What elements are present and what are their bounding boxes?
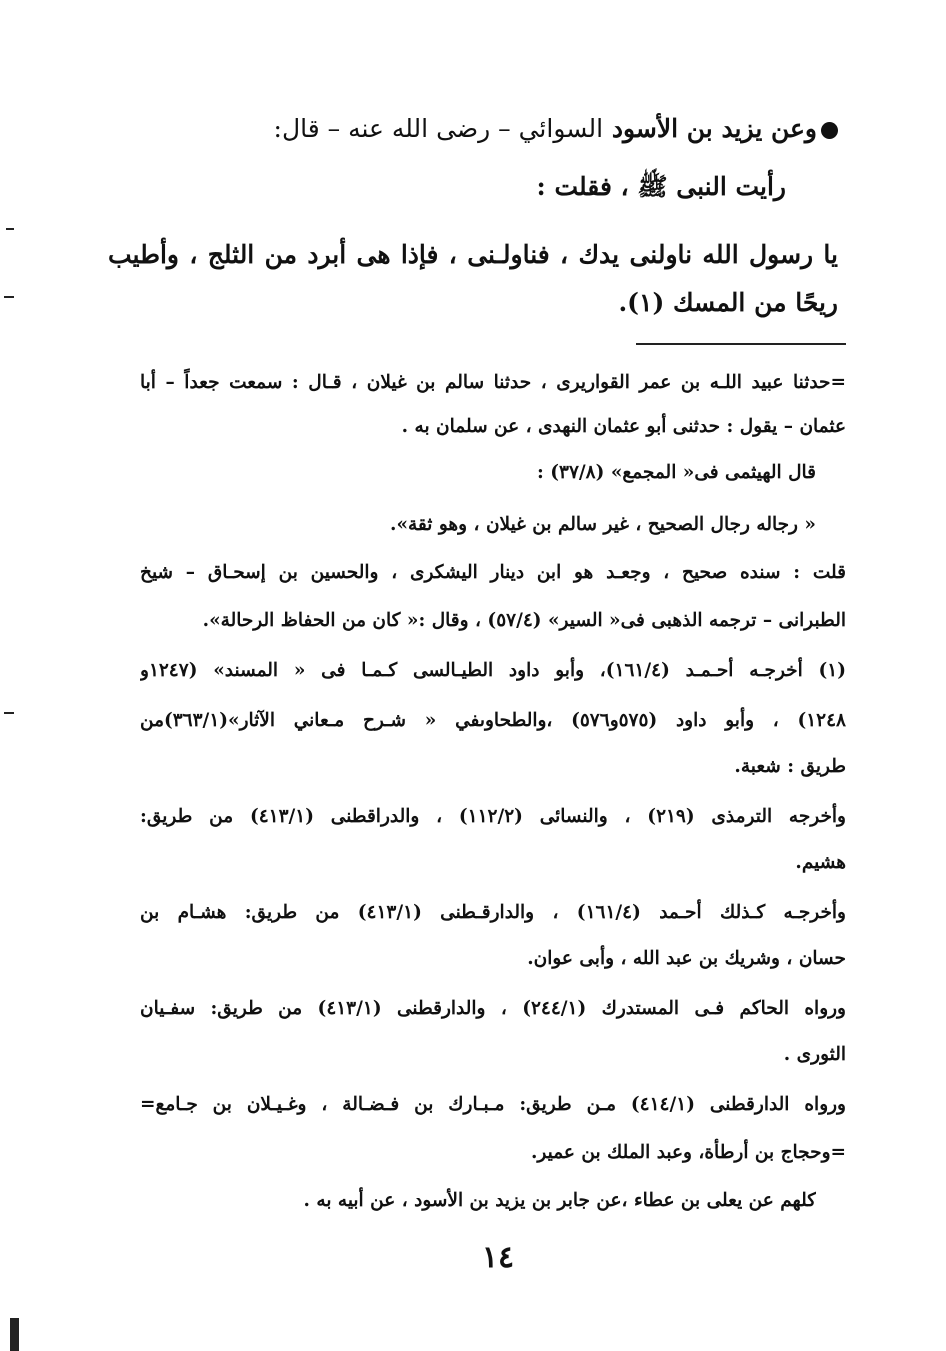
scan-mark (4, 296, 14, 298)
footnote-line-9: طريق : شعبة. (734, 756, 846, 777)
footnote-line-8: ١٢٤٨) ، وأبو داود (٥٧٥و٥٧٦) ،والطحاوىفي « شـرح مـعاني الآثار»(٣٦٣/١)من (140, 710, 846, 731)
footnote-line-18: كلهم عن يعلى بن عطاء ،عن جابر بن يزيد بن الأسود ، عن أبيه به . (303, 1190, 816, 1211)
scan-mark (10, 1318, 19, 1351)
main-line-4: ريحًا من المسك (١). (618, 288, 838, 317)
footnote-line-10: وأخرجه الترمذى (٢١٩) ، والنسائى (١١٢/٢) ، والدراقطنى (٤١٣/١) من طريق: (140, 806, 846, 827)
bullet-icon (821, 122, 838, 139)
footnote-line-14: ورواه الحاكم فـى المستدرك (٢٤٤/١) ، والدارقطنى (٤١٣/١) من طريق: سفـيان (140, 998, 846, 1019)
page-number: ١٤ (481, 1240, 515, 1275)
footnote-line-12: وأخرجـه كـذلك أحـمد (١٦١/٤) ، والدارقـطنى (٤١٣/١) من طريق: هشـام بن (140, 902, 846, 923)
footnote-line-7: (١) أخرجـه أحـمـد (١٦١/٤)، وأبو داود الطيـالسى كـمـا فى « المسند» (١٢٤٧و (140, 660, 846, 681)
main-line-1 (98, 108, 838, 150)
scan-mark (6, 228, 14, 230)
footnote-line-1: =حدثنا عبيد اللـه بن عمر القواريرى ، حدثنا سالم بن غيلان ، قـال : سمعت جعداً – أبا (140, 372, 846, 393)
footnote-line-16: ورواه الدارقطنى (٤١٤/١) مـن طريق: مـبـارك بن فـضـالة ، وغـيـلان بن جـامع= (140, 1094, 846, 1115)
footnote-line-11: هشيم. (795, 852, 846, 873)
scan-mark (4, 712, 14, 714)
footnote-line-5: قلت : سنده صحيح ، وجعـد هو ابن دينار اليشكرى ، والحسين بن إسحـاق – شيخ (140, 562, 846, 583)
narrator-rest: السوائي – رضى الله عنه – قال: (273, 114, 604, 143)
footnote-line-17: =وحجاج بن أرطأة، وعبد الملك بن عمير. (530, 1142, 846, 1163)
main-line-2: رأيت النبى ﷺ ، فقلت : (536, 172, 786, 201)
main-line-3: يا رسول الله ناولنى يدك ، فناولـنى ، فإذا هى أبرد من الثلج ، وأطيب (108, 240, 838, 269)
footnote-line-15: الثورى . (783, 1044, 846, 1065)
narrator-name: وعن يزيد بن الأسود (611, 114, 817, 143)
footnote-line-13: حسان ، وشريك بن عبد الله ، وأبى عوان. (527, 948, 846, 969)
footnote-line-4: « رجاله رجال الصحيح ، غير سالم بن غيلان ، وهو ثقة». (390, 514, 816, 535)
footnote-line-3: قال الهيثمى فى« المجمع» (٣٧/٨) : (537, 462, 816, 483)
footnote-line-2: عثمان – يقول : حدثنى أبو عثمان النهدى ، عن سلمان به . (401, 416, 846, 437)
footnote-separator (636, 343, 846, 345)
footnote-line-6: الطبرانى – ترجمه الذهبى فى« السير» (٥٧/٤) ، وقال :« كان من الحفاظ الرحالة». (202, 610, 846, 631)
